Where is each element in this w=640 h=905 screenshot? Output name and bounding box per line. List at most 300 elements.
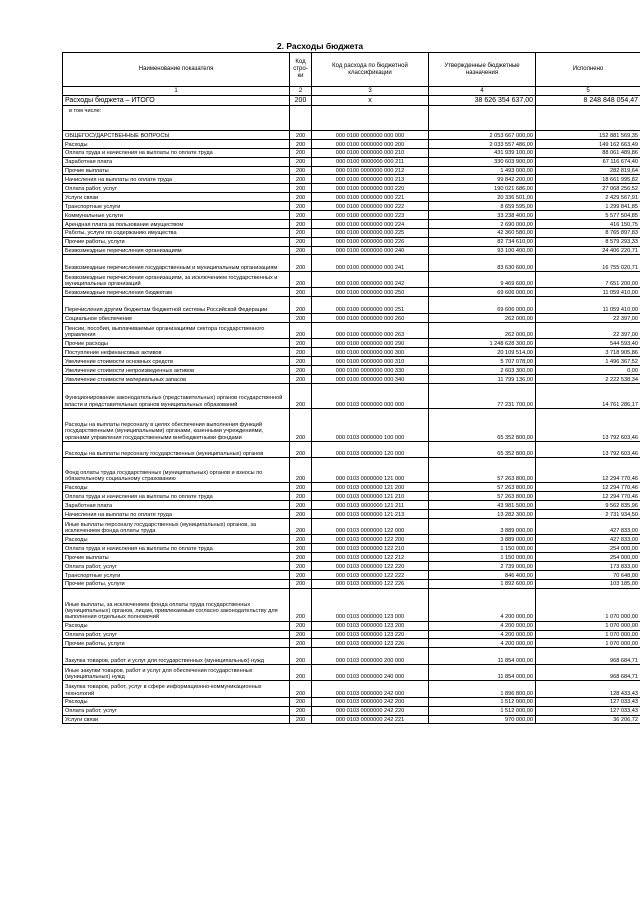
row-code: 000 0100 0000000 000 211 (312, 157, 429, 166)
row-code: 000 0103 0000000 100 000 (312, 408, 429, 441)
header-approved: Утвержденные бюджетные назначения (429, 53, 536, 87)
table-row (63, 365, 640, 374)
row-executed: 427 833,00 (536, 535, 640, 544)
row-code: 000 0103 0000000 000 000 (312, 383, 429, 408)
row-approved: 190 021 686,00 (429, 184, 536, 193)
row-name: Прочие выплаты (63, 553, 290, 562)
row-code: 000 0100 0000000 000 212 (312, 166, 429, 175)
row-approved: 65 352 800,00 (429, 441, 536, 458)
table-row (63, 313, 640, 322)
row-name: Оплата труда и начисления на выплаты по оплате труда (63, 492, 290, 501)
row-code: 000 0100 0000000 000 224 (312, 219, 429, 228)
row-executed: 36 206,72 (536, 715, 640, 724)
row-name: Увеличение стоимости непроизведенных активов (63, 365, 290, 374)
row-code: 000 0103 0000000 121 000 (312, 458, 429, 483)
row-approved: 65 352 800,00 (429, 408, 536, 441)
header-executed: Исполнено (536, 53, 640, 87)
row-executed: 2 222 538,34 (536, 374, 640, 383)
row-executed: 254 000,00 (536, 553, 640, 562)
header-budget-code: Код расхода по бюджетной классификации (312, 53, 429, 87)
table-row (63, 648, 640, 665)
row-executed: 254 000,00 (536, 544, 640, 553)
table-row (63, 621, 640, 630)
table-row (63, 288, 640, 297)
row-line: 200 (290, 681, 312, 698)
row-executed: 88 061 489,86 (536, 148, 640, 157)
row-executed: 152 881 569,35 (536, 131, 640, 140)
row-approved: 330 603 900,00 (429, 157, 536, 166)
row-line: 200 (290, 166, 312, 175)
table-row (63, 246, 640, 255)
row-name: Расходы (63, 483, 290, 492)
row-name: Безвозмездные перечисления государственным и муниципальным организациям (63, 255, 290, 272)
row-approved: 846 400,00 (429, 570, 536, 579)
row-line: 200 (290, 157, 312, 166)
row-code: 000 0100 0000000 000 330 (312, 365, 429, 374)
row-line: 200 (290, 441, 312, 458)
table-row (63, 219, 640, 228)
row-name: Услуги связи (63, 193, 290, 202)
row-executed: 127 033,43 (536, 706, 640, 715)
row-executed: 103 185,00 (536, 579, 640, 588)
row-name: Закупка товаров, работ, услуг в сфере информационно-коммуникационных технологий (63, 681, 290, 698)
row-approved: 1 892 600,00 (429, 579, 536, 588)
row-executed: 127 033,43 (536, 697, 640, 706)
row-approved: 83 630 600,00 (429, 255, 536, 272)
row-line: 200 (290, 219, 312, 228)
row-code: 000 0103 0000000 122 220 (312, 561, 429, 570)
row-name: в том числе: (63, 106, 290, 131)
row-executed: 5 577 504,85 (536, 211, 640, 220)
row-line: 200 (290, 139, 312, 148)
row-code: 000 0103 0000000 200 000 (312, 648, 429, 665)
row-executed: 1 299 841,85 (536, 202, 640, 211)
row-approved: 33 238 400,00 (429, 211, 536, 220)
row-executed: 13 792 603,46 (536, 408, 640, 441)
row-name: Расходы (63, 697, 290, 706)
row-executed: 416 150,75 (536, 219, 640, 228)
row-name: Расходы бюджета – ИТОГО (63, 96, 290, 106)
row-name: Работы, услуги по содержанию имущества (63, 228, 290, 237)
row-name: Иные выплаты, за исключением фонда оплаты труда государственных (муниципальных) органов, лицам, привлекаемым согласно законодательству для выполнения отдельных полномочий (63, 588, 290, 621)
table-row (63, 193, 640, 202)
table-row (63, 664, 640, 681)
row-code: 000 0100 0000000 000 223 (312, 211, 429, 220)
row-name: Увеличение стоимости основных средств (63, 357, 290, 366)
row-executed: 1 070 000,00 (536, 621, 640, 630)
row-approved: 69 606 000,00 (429, 297, 536, 314)
table-row (63, 518, 640, 535)
row-line: 200 (290, 383, 312, 408)
row-approved: 4 200 000,00 (429, 621, 536, 630)
row-executed: 12 294 770,46 (536, 483, 640, 492)
row-line: 200 (290, 697, 312, 706)
row-name: Оплата работ, услуг (63, 561, 290, 570)
row-approved: 431 939 100,00 (429, 148, 536, 157)
table-row (63, 509, 640, 518)
row-name: Фонд оплаты труда государственных (муниципальных) органов и взносы по обязательному социальному страхованию (63, 458, 290, 483)
row-name: Расходы (63, 535, 290, 544)
row-executed: 12 294 770,46 (536, 492, 640, 501)
table-row (63, 408, 640, 441)
row-approved: 4 200 000,00 (429, 588, 536, 621)
header-line-code: Код стро-ки (290, 53, 312, 87)
row-executed: 1 070 000,00 (536, 639, 640, 648)
row-executed: 3 718 905,86 (536, 348, 640, 357)
row-approved: 262 000,00 (429, 322, 536, 339)
table-row (63, 228, 640, 237)
row-executed: 11 059 410,00 (536, 297, 640, 314)
row-executed: 2 731 934,50 (536, 509, 640, 518)
row-code: 000 0100 0000000 000 225 (312, 228, 429, 237)
row-executed: 149 162 663,49 (536, 139, 640, 148)
row-line: 200 (290, 621, 312, 630)
row-name: Безвозмездные перечисления бюджетам (63, 288, 290, 297)
row-line: 200 (290, 639, 312, 648)
row-approved: 1 150 000,00 (429, 553, 536, 562)
row-name: Расходы (63, 139, 290, 148)
row-name: Прочие работы, услуги (63, 639, 290, 648)
expenditure-table (62, 52, 640, 724)
row-line: 200 (290, 237, 312, 246)
row-approved: 1 493 000,00 (429, 166, 536, 175)
table-row (63, 544, 640, 553)
row-name: Прочие работы, услуги (63, 237, 290, 246)
row-approved: 20 336 501,00 (429, 193, 536, 202)
row-executed: 968 684,71 (536, 648, 640, 665)
table-row (63, 681, 640, 698)
row-name: Заработная плата (63, 157, 290, 166)
table-row (63, 348, 640, 357)
row-approved: 3 889 000,00 (429, 535, 536, 544)
row-name: Безвозмездные перечисления организациям, за исключением государственных и муниципальных организаций (63, 271, 290, 288)
row-line: 200 (290, 175, 312, 184)
row-line: 200 (290, 648, 312, 665)
table-row (63, 630, 640, 639)
table-row (63, 339, 640, 348)
table-row (63, 561, 640, 570)
row-code: 000 0103 0000000 122 212 (312, 553, 429, 562)
row-executed: 24 406 220,71 (536, 246, 640, 255)
row-code: 000 0103 0000000 122 226 (312, 579, 429, 588)
row-line: 200 (290, 588, 312, 621)
table-row (63, 157, 640, 166)
row-line: 200 (290, 131, 312, 140)
row-approved: 11 799 136,00 (429, 374, 536, 383)
row-line: 200 (290, 518, 312, 535)
row-approved: 11 854 000,00 (429, 664, 536, 681)
row-approved: 69 606 000,00 (429, 288, 536, 297)
table-row (63, 483, 640, 492)
row-code: 000 0100 0000000 000 226 (312, 237, 429, 246)
row-line: 200 (290, 408, 312, 441)
row-approved: 262 000,00 (429, 313, 536, 322)
row-name: Закупка товаров, работ и услуг для государственных (муниципальных) нужд (63, 648, 290, 665)
section-title: 2. Расходы бюджета (276, 41, 364, 51)
row-name: Услуги связи (63, 715, 290, 724)
row-code: 000 0103 0000000 123 000 (312, 588, 429, 621)
row-code: 000 0100 0000000 000 251 (312, 297, 429, 314)
row-executed: 282 819,64 (536, 166, 640, 175)
row-approved: 5 707 078,00 (429, 357, 536, 366)
row-code: 000 0100 0000000 000 242 (312, 271, 429, 288)
row-code: 000 0100 0000000 000 260 (312, 313, 429, 322)
table-row (63, 211, 640, 220)
row-approved: 3 889 000,00 (429, 518, 536, 535)
row-line: 200 (290, 492, 312, 501)
table-row (63, 441, 640, 458)
row-approved: 93 100 400,00 (429, 246, 536, 255)
row-line: 200 (290, 322, 312, 339)
header-number: 4 (429, 87, 536, 96)
row-code: 000 0103 0000000 122 200 (312, 535, 429, 544)
row-line: 200 (290, 553, 312, 562)
row-name: Увеличение стоимости материальных запасов (63, 374, 290, 383)
row-code: 000 0100 0000000 000 263 (312, 322, 429, 339)
row-approved: 43 981 500,00 (429, 500, 536, 509)
row-code: 000 0103 0000000 123 220 (312, 630, 429, 639)
row-approved: 970 000,00 (429, 715, 536, 724)
row-executed: 968 684,71 (536, 664, 640, 681)
row-approved: 77 231 700,00 (429, 383, 536, 408)
row-name: Перечисления другим бюджетам бюджетной системы Российской Федерации (63, 297, 290, 314)
row-code: 000 0100 0000000 000 240 (312, 246, 429, 255)
row-name: Функционирование законодательных (представительных) органов государственной власти и представительных органов муниципальных образований (63, 383, 290, 408)
row-line: 200 (290, 715, 312, 724)
table-row (63, 535, 640, 544)
table-row (63, 131, 640, 140)
row-code: 000 0103 0000000 242 220 (312, 706, 429, 715)
row-code: 000 0100 0000000 000 290 (312, 339, 429, 348)
table-row (63, 553, 640, 562)
row-code: 000 0100 0000000 000 213 (312, 175, 429, 184)
row-line: 200 (290, 211, 312, 220)
row-line: 200 (290, 570, 312, 579)
row-executed: 13 792 603,46 (536, 441, 640, 458)
row-name: Прочие расходы (63, 339, 290, 348)
row-line: 200 (290, 271, 312, 288)
table-row (63, 492, 640, 501)
row-line: 200 (290, 365, 312, 374)
table-row (63, 255, 640, 272)
row-line: 200 (290, 184, 312, 193)
row-approved: 57 263 800,00 (429, 458, 536, 483)
row-approved: 99 842 200,00 (429, 175, 536, 184)
row-executed: 8 579 293,33 (536, 237, 640, 246)
header-number: 3 (312, 87, 429, 96)
row-code: 000 0100 0000000 000 300 (312, 348, 429, 357)
row-line: 200 (290, 579, 312, 588)
row-executed: 427 833,00 (536, 518, 640, 535)
row-executed: 67 116 674,40 (536, 157, 640, 166)
row-executed: 14 761 286,17 (536, 383, 640, 408)
row-approved: 82 734 610,00 (429, 237, 536, 246)
table-row (63, 175, 640, 184)
row-code: 000 0103 0000000 121 211 (312, 500, 429, 509)
row-approved: 13 282 300,00 (429, 509, 536, 518)
row-line: 200 (290, 339, 312, 348)
row-approved: 1 512 000,00 (429, 697, 536, 706)
table-row (63, 579, 640, 588)
table-row (63, 588, 640, 621)
row-name: Иные закупки товаров, работ и услуг для обеспечения государственных (муниципальных) нужд (63, 664, 290, 681)
row-code: 000 0100 0000000 000 241 (312, 255, 429, 272)
row-approved: 2 053 667 000,00 (429, 131, 536, 140)
table-row (63, 383, 640, 408)
row-name: Прочие работы, услуги (63, 579, 290, 588)
row-approved: 4 200 000,00 (429, 639, 536, 648)
row-executed: 544 593,40 (536, 339, 640, 348)
table-row (63, 322, 640, 339)
row-code: 000 0100 0000000 000 220 (312, 184, 429, 193)
sub-row (63, 106, 640, 131)
header-number: 5 (536, 87, 640, 96)
row-approved: 38 626 354 637,00 (429, 96, 536, 106)
row-code: 000 0103 0000000 122 210 (312, 544, 429, 553)
row-executed: 1 070 000,00 (536, 630, 640, 639)
row-code: 000 0103 0000000 240 000 (312, 664, 429, 681)
row-line: 200 (290, 255, 312, 272)
row-executed: 1 496 367,52 (536, 357, 640, 366)
row-name: Прочие выплаты (63, 166, 290, 175)
row-code: 000 0103 0000000 122 000 (312, 518, 429, 535)
row-code: 000 0100 0000000 000 200 (312, 139, 429, 148)
row-executed: 22 397,00 (536, 322, 640, 339)
row-approved: 1 248 628 300,00 (429, 339, 536, 348)
row-line: 200 (290, 544, 312, 553)
row-name: Оплата работ, услуг (63, 706, 290, 715)
row-executed: 128 433,43 (536, 681, 640, 698)
header-name: Наименование показателя (63, 53, 290, 87)
row-name: Коммунальные услуги (63, 211, 290, 220)
table-row (63, 715, 640, 724)
row-executed: 27 068 256,52 (536, 184, 640, 193)
row-approved: 2 033 557 486,00 (429, 139, 536, 148)
row-line: 200 (290, 288, 312, 297)
row-name: Оплата труда и начисления на выплаты по оплате труда (63, 544, 290, 553)
table-row (63, 697, 640, 706)
row-line: 200 (290, 202, 312, 211)
table-row (63, 706, 640, 715)
row-executed: 1 070 000,00 (536, 588, 640, 621)
row-approved: 8 659 595,00 (429, 202, 536, 211)
row-executed: 11 059 410,00 (536, 288, 640, 297)
row-approved: 1 512 000,00 (429, 706, 536, 715)
row-executed: 8 765 897,83 (536, 228, 640, 237)
row-approved: 1 150 000,00 (429, 544, 536, 553)
row-line: 200 (290, 96, 312, 106)
row-name: Социальное обеспечение (63, 313, 290, 322)
row-executed: 0,00 (536, 365, 640, 374)
row-name: ОБЩЕГОСУДАРСТВЕННЫЕ ВОПРОСЫ (63, 131, 290, 140)
row-name: Оплата работ, услуг (63, 184, 290, 193)
row-line: 200 (290, 500, 312, 509)
row-executed: 173 833,00 (536, 561, 640, 570)
row-code: 000 0103 0000000 123 226 (312, 639, 429, 648)
row-code: 000 0103 0000000 242 000 (312, 681, 429, 698)
row-line: 200 (290, 357, 312, 366)
row-executed: 70 648,00 (536, 570, 640, 579)
row-line: 200 (290, 535, 312, 544)
row-code: x (312, 96, 429, 106)
row-line: 200 (290, 374, 312, 383)
row-code: 000 0103 0000000 121 210 (312, 492, 429, 501)
row-approved: 1 896 800,00 (429, 681, 536, 698)
row-code: 000 0100 0000000 000 210 (312, 148, 429, 157)
row-line: 200 (290, 706, 312, 715)
row-approved: 2 603 300,00 (429, 365, 536, 374)
row-line: 200 (290, 483, 312, 492)
row-approved: 57 263 800,00 (429, 483, 536, 492)
row-approved: 2 690 000,00 (429, 219, 536, 228)
row-name: Поступление нефинансовых активов (63, 348, 290, 357)
row-approved: 4 200 000,00 (429, 630, 536, 639)
row-name: Арендная плата за пользование имуществом (63, 219, 290, 228)
row-name: Начисления на выплаты по оплате труда (63, 175, 290, 184)
table-row (63, 148, 640, 157)
row-name: Заработная плата (63, 500, 290, 509)
table-row (63, 202, 640, 211)
table-row (63, 184, 640, 193)
table-row (63, 357, 640, 366)
row-approved: 9 469 600,00 (429, 271, 536, 288)
row-executed: 7 651 200,00 (536, 271, 640, 288)
row-code: 000 0103 0000000 120 000 (312, 441, 429, 458)
row-line: 200 (290, 193, 312, 202)
table-row (63, 374, 640, 383)
row-approved: 20 109 514,00 (429, 348, 536, 357)
table-row (63, 297, 640, 314)
table-row (63, 271, 640, 288)
row-approved: 42 360 580,00 (429, 228, 536, 237)
row-line: 200 (290, 228, 312, 237)
row-executed: 12 294 770,46 (536, 458, 640, 483)
row-line: 200 (290, 561, 312, 570)
row-executed: 9 562 835,96 (536, 500, 640, 509)
row-name: Пенсии, пособия, выплачиваемые организациями сектора государственного управления (63, 322, 290, 339)
row-name: Расходы (63, 621, 290, 630)
row-line: 200 (290, 348, 312, 357)
row-executed: 8 248 848 054,47 (536, 96, 640, 106)
row-line: 200 (290, 664, 312, 681)
row-line: 200 (290, 630, 312, 639)
row-name: Безвозмездные перечисления организациям (63, 246, 290, 255)
row-approved: 11 854 000,00 (429, 648, 536, 665)
row-code: 000 0100 0000000 000 000 (312, 131, 429, 140)
row-code: 000 0103 0000000 121 213 (312, 509, 429, 518)
row-name: Расходы на выплаты персоналу в целях обеспечения выполнения функций государственными (муниципальными) органами, казенными учреждениями, органами управления государственными внебюджетными фондами (63, 408, 290, 441)
row-code: 000 0100 0000000 000 340 (312, 374, 429, 383)
row-line: 200 (290, 313, 312, 322)
row-code: 000 0100 0000000 000 221 (312, 193, 429, 202)
row-code: 000 0100 0000000 000 310 (312, 357, 429, 366)
table-row (63, 139, 640, 148)
row-line: 200 (290, 246, 312, 255)
table-row (63, 500, 640, 509)
row-code: 000 0100 0000000 000 222 (312, 202, 429, 211)
table-row (63, 166, 640, 175)
row-approved: 57 263 800,00 (429, 492, 536, 501)
row-name: Транспортные услуги (63, 202, 290, 211)
header-number: 2 (290, 87, 312, 96)
row-executed: 2 429 567,91 (536, 193, 640, 202)
row-name: Иные выплаты персоналу государственных (муниципальных) органов, за исключением фонда оплаты труда (63, 518, 290, 535)
row-executed: 22 397,00 (536, 313, 640, 322)
row-code: 000 0103 0000000 242 200 (312, 697, 429, 706)
table-row (63, 458, 640, 483)
table-row (63, 639, 640, 648)
row-line: 200 (290, 458, 312, 483)
